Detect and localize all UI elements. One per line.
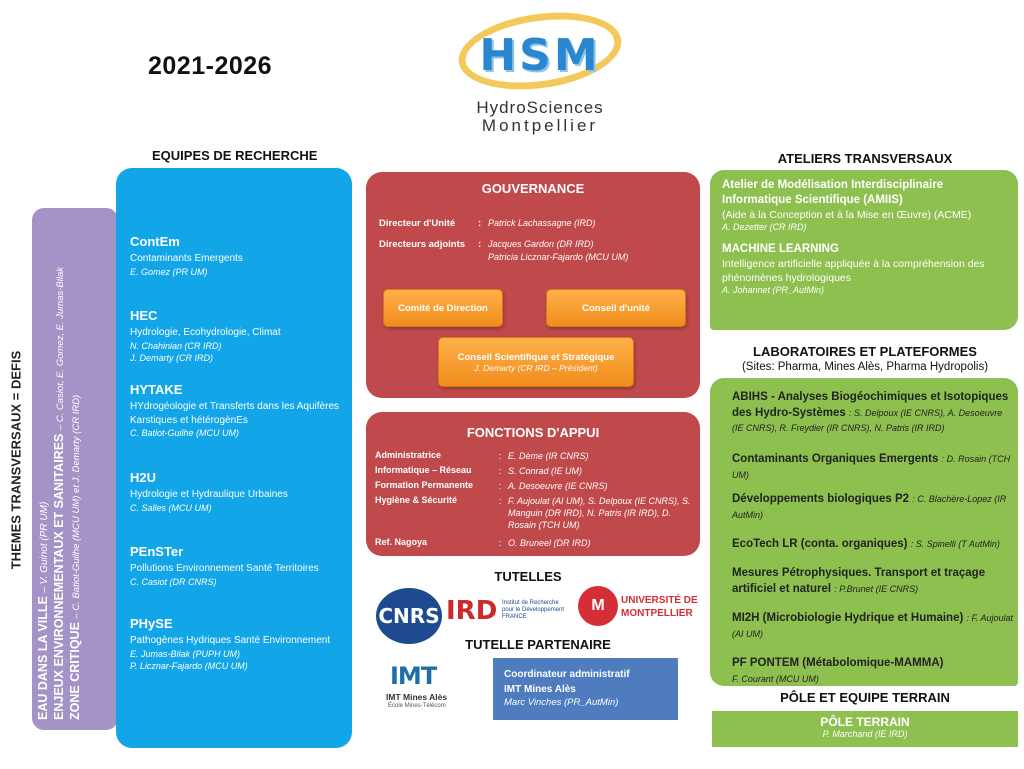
gouvernance-title: GOUVERNANCE <box>481 181 585 196</box>
team-h2u: H2U Hydrologie et Hydraulique Urbaines C. Salles (MCU UM) <box>130 470 288 513</box>
atelier-amiis: Atelier de Modélisation Interdisciplinaire Informatique Scientifique (AMIIS) (Aide à la Conception et à la Mise en Œuvre) (ACME) A. Dezetter (CR IRD) <box>722 179 972 233</box>
team-hytake: HYTAKE HYdrogéologie et Transferts dans les Aquifères Karstiques et hétérogènEs C. Batiot-Guilhe (MCU UM) <box>130 382 340 438</box>
deputies-label: Directeurs adjoints <box>379 239 466 250</box>
theme-enjeux: ENJEUX ENVIRONNEMENTAUX ET SANITAIRES – C. Casiot, E. Gomez, E. Jumas-Bilak <box>52 266 66 720</box>
conseil-scientifique-box: Conseil Scientifique et Stratégique J. Demarty (CR IRD – Président) <box>438 337 634 387</box>
conseil-unite-box: Conseil d'unité <box>546 289 686 327</box>
tutelles-title: TUTELLES <box>494 569 562 584</box>
hsm-logo <box>450 12 630 134</box>
atelier-ml: MACHINE LEARNING Intelligence artificielle appliquée à la compréhension des phénomènes hydrologiques A. Johannet (PR_AutMin) <box>722 243 985 296</box>
logo-acronym: HSM <box>479 30 601 81</box>
deputy-1: Jacques Gardon (DR IRD) <box>488 239 594 249</box>
um-logo-icon: M <box>578 586 618 626</box>
team-contem: ContEm Contaminants Emergents E. Gomez (PR UM) <box>130 234 243 277</box>
themes-title: THEMES TRANSVERSAUX = DEFIS <box>8 350 24 570</box>
team-physe: PHySE Pathogènes Hydriques Santé Environnement E. Jumas-Bilak (PUPH UM) P. Licznar-Fajardo (MCU UM) <box>130 616 331 671</box>
director-colon: : <box>478 218 482 229</box>
team-penster: PEnSTer Pollutions Environnement Santé Territoires C. Casiot (DR CNRS) <box>130 544 319 587</box>
pole-terrain-box: PÔLE TERRAIN P. Marchand (IE IRD) <box>712 711 1018 747</box>
logo-line2: Montpellier <box>481 116 599 135</box>
ird-logo: IRD Institut de Recherche pour le Développement FRANCE <box>446 596 565 626</box>
fonctions-appui-panel: FONCTIONS D'APPUI Administratrice : E. Dème (IR CNRS) Informatique – Réseau : S. Conrad (IE UM) Formation Permanente : A. Desoeuvre (IE CNRS) Hygiène & Sécurité : F. Aujoulat (AI UM), S. Delpoux (IE CNRS), S. Manguin (DR IRD), N. Patris (IR IRD), D. Rosain (TCH UM) Ref. Nagoya : O. Bruneel (DR IRD) <box>366 412 700 556</box>
theme-eau-ville: EAU DANS LA VILLE – V. Guinot (PR UM) <box>36 501 50 720</box>
themes-panel <box>32 208 118 730</box>
pole-title: PÔLE ET EQUIPE TERRAIN <box>780 690 950 705</box>
cnrs-logo: CNRS <box>376 588 442 644</box>
period-label: 2021-2026 <box>148 52 273 80</box>
teams-panel <box>116 168 352 748</box>
gouvernance-panel <box>366 172 700 398</box>
lab-petrophysique: Mesures Pétrophysiques. Transport et traçage artificiel et naturel : P.Brunet (IE CNRS) <box>732 567 986 595</box>
labs-title: LABORATOIRES ET PLATEFORMES <box>753 344 977 359</box>
comite-direction-box: Comité de Direction <box>383 289 503 327</box>
ateliers-panel <box>710 170 1018 330</box>
lab-contaminants: Contaminants Organiques Emergents : D. Rosain (TCH UM) <box>732 453 1011 480</box>
lab-ecotech: EcoTech LR (conta. organiques) : S. Spinelli (T AutMin) <box>732 538 1000 550</box>
coordinateur-box: Coordinateur administratif IMT Mines Alès Marc Vinches (PR_AutMin) <box>493 658 678 720</box>
ateliers-title: ATELIERS TRANSVERSAUX <box>777 151 953 166</box>
lab-abihs: ABIHS - Analyses Biogéochimiques et Isotopiques des Hydro-Systèmes : S. Delpoux (IE CNRS), A. Desoeuvre (IE CNRS), R. Freydier (IR CNRS), N. Patris (IR IRD) <box>732 391 1009 434</box>
fonctions-appui-title: FONCTIONS D'APPUI <box>466 425 600 440</box>
teams-title: EQUIPES DE RECHERCHE <box>152 148 318 163</box>
tutelle-partenaire-title: TUTELLE PARTENAIRE <box>465 637 611 652</box>
labs-sites: (Sites: Pharma, Mines Alès, Pharma Hydropolis) <box>741 361 989 373</box>
lab-pontem: PF PONTEM (Métabolomique-MAMMA) F. Courant (MCU UM) <box>732 657 944 684</box>
director-label: Directeur d'Unité <box>379 218 456 229</box>
director-value: Patrick Lachassagne (IRD) <box>488 218 596 228</box>
imt-logo: IMT IMT Mines Alès École Mines-Télécom <box>386 662 448 709</box>
theme-zone-critique: ZONE CRITIQUE – C. Batiot-Guilhe (MCU UM) et J. Demarty (CR IRD) <box>68 394 82 720</box>
lab-dev-bio: Développements biologiques P2 : C. Blachère-Lopez (IR AutMin) <box>732 493 1007 520</box>
deputy-2: Patricia Licznar-Fajardo (MCU UM) <box>488 252 629 262</box>
logo-line1: HydroSciences <box>476 98 604 117</box>
deputies-colon: : <box>478 239 482 250</box>
team-hec: HEC Hydrologie, Ecohydrologie, Climat N. Chahinian (CR IRD) J. Demarty (CR IRD) <box>130 308 281 363</box>
lab-mi2h: MI2H (Microbiologie Hydrique et Humaine) : F. Aujoulat (AI UM) <box>732 612 1014 639</box>
um-logo-text: UNIVERSITÉ DE MONTPELLIER <box>621 595 698 619</box>
